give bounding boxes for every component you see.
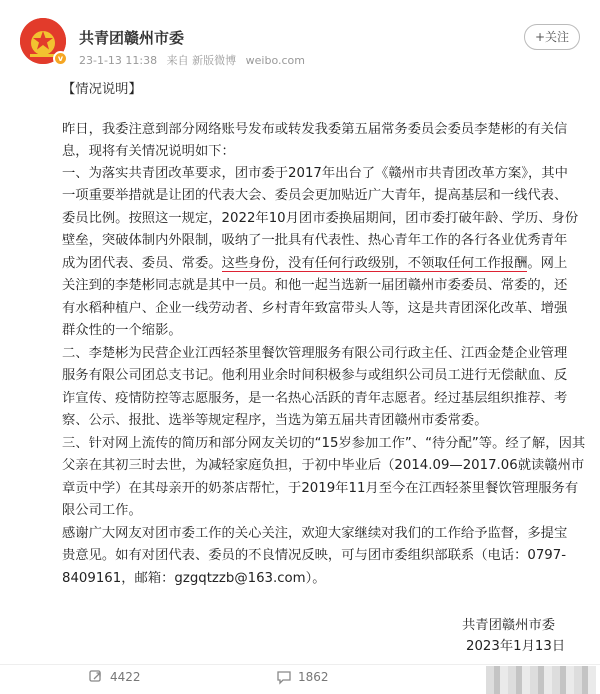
highlighted-text: 这些身份，没有任何行政级别，不领取任何工作报酬 [221,256,528,271]
post-site: weibo.com [245,54,305,67]
post-line-text: 成为团代表、委员、常委。 [62,256,222,271]
post-time[interactable]: 23-1-13 11:38 [79,54,158,67]
action-bar [0,666,600,694]
post-line: 关注到的李楚彬同志就是其中一员。和他一起当选新一届团赣州市委委员、常委的，还 [62,278,568,293]
post-line: 二、李楚彬为民营企业江西轻茶里餐饮管理服务有限公司行政主任、江西金楚企业管理 [62,346,568,361]
post-line: 一、为落实共青团改革要求，团市委于2017年出台了《赣州市共青团改革方案》，其中 [62,166,568,181]
post-line: 诈宣传、疫情防控等志愿服务，是一名热心活跃的青年志愿者。经过基层组织推荐、考 [62,391,568,406]
repost-button[interactable] [88,669,141,685]
post-line: 壁垒，突破体制内外限制，吸纳了一批具有代表性、热心青年工作的各行各业优秀青年 [62,233,568,248]
repost-count: 4422 [110,670,141,684]
post-line: 贵意见。如有对团代表、委员的不良情况反映，可与团市委组织部联系（电话：0797- [62,548,567,563]
pixelated-area [486,666,596,694]
comment-icon [276,669,292,685]
signature-date: 2023年1月13日 [466,639,566,654]
post-line: 8409161，邮箱：gzgqtzzb@163.com）。 [62,571,326,586]
post-line-text: 。网上 [527,256,568,271]
post-line: 【情况说明】 [62,82,142,97]
author-name[interactable]: 共青团赣州市委 [79,29,185,47]
post-line: 章贡中学）在其母亲开的奶茶店帮忙，于2019年11月至今在江西轻茶里餐饮管理服务有 [62,481,579,496]
post-line: 群众性的一个缩影。 [62,323,182,338]
follow-button[interactable]: +关注 [524,24,580,50]
comment-button[interactable] [276,669,329,685]
verified-badge-icon: v [53,51,68,66]
post-line [62,252,567,271]
post-header [0,0,600,80]
comment-count: 1862 [298,670,329,684]
post-line: 有水稻种植户、企业一线劳动者、乡村青年致富带头人等，这是共青团深化改革、增强 [62,301,568,316]
post-line: 感谢广大网友对团市委工作的关心关注，欢迎大家继续对我们的工作给予监督，多提宝 [62,526,568,541]
post-line: 父亲在其初三时去世，为减轻家庭负担，于初中毕业后（2014.09—2017.06就读赣州市 [62,458,585,473]
post-line: 限公司工作。 [62,503,142,518]
post-line: 息，现将有关情况说明如下： [62,144,235,159]
divider [0,664,600,665]
post-line: 服务有限公司团总支书记。他利用业余时间积极参与或组织公司员工进行无偿献血、反 [62,368,568,383]
post-line: 昨日，我委注意到部分网络账号发布或转发我委第五届常务委员会委员李楚彬的有关信 [62,122,568,137]
repost-icon [88,669,104,685]
post-line: 委员比例。按照这一规定，2022年10月团市委换届期间，团市委打破年龄、学历、身份 [62,211,579,226]
signature-org: 共青团赣州市委 [462,618,556,633]
post-meta [79,52,311,68]
post-line: 察、公示、报批、选举等规定程序，当选为第五届共青团赣州市委常委。 [62,413,488,428]
post-source: 来自 新版微博 [166,54,237,67]
post-line: 三、针对网上流传的简历和部分网友关切的“15岁参加工作”、“待分配”等。经了解，因其 [62,436,586,451]
post-line: 一项重要举措就是让团的代表大会、委员会更加贴近广大青年，提高基层和一线代表、 [62,188,568,203]
